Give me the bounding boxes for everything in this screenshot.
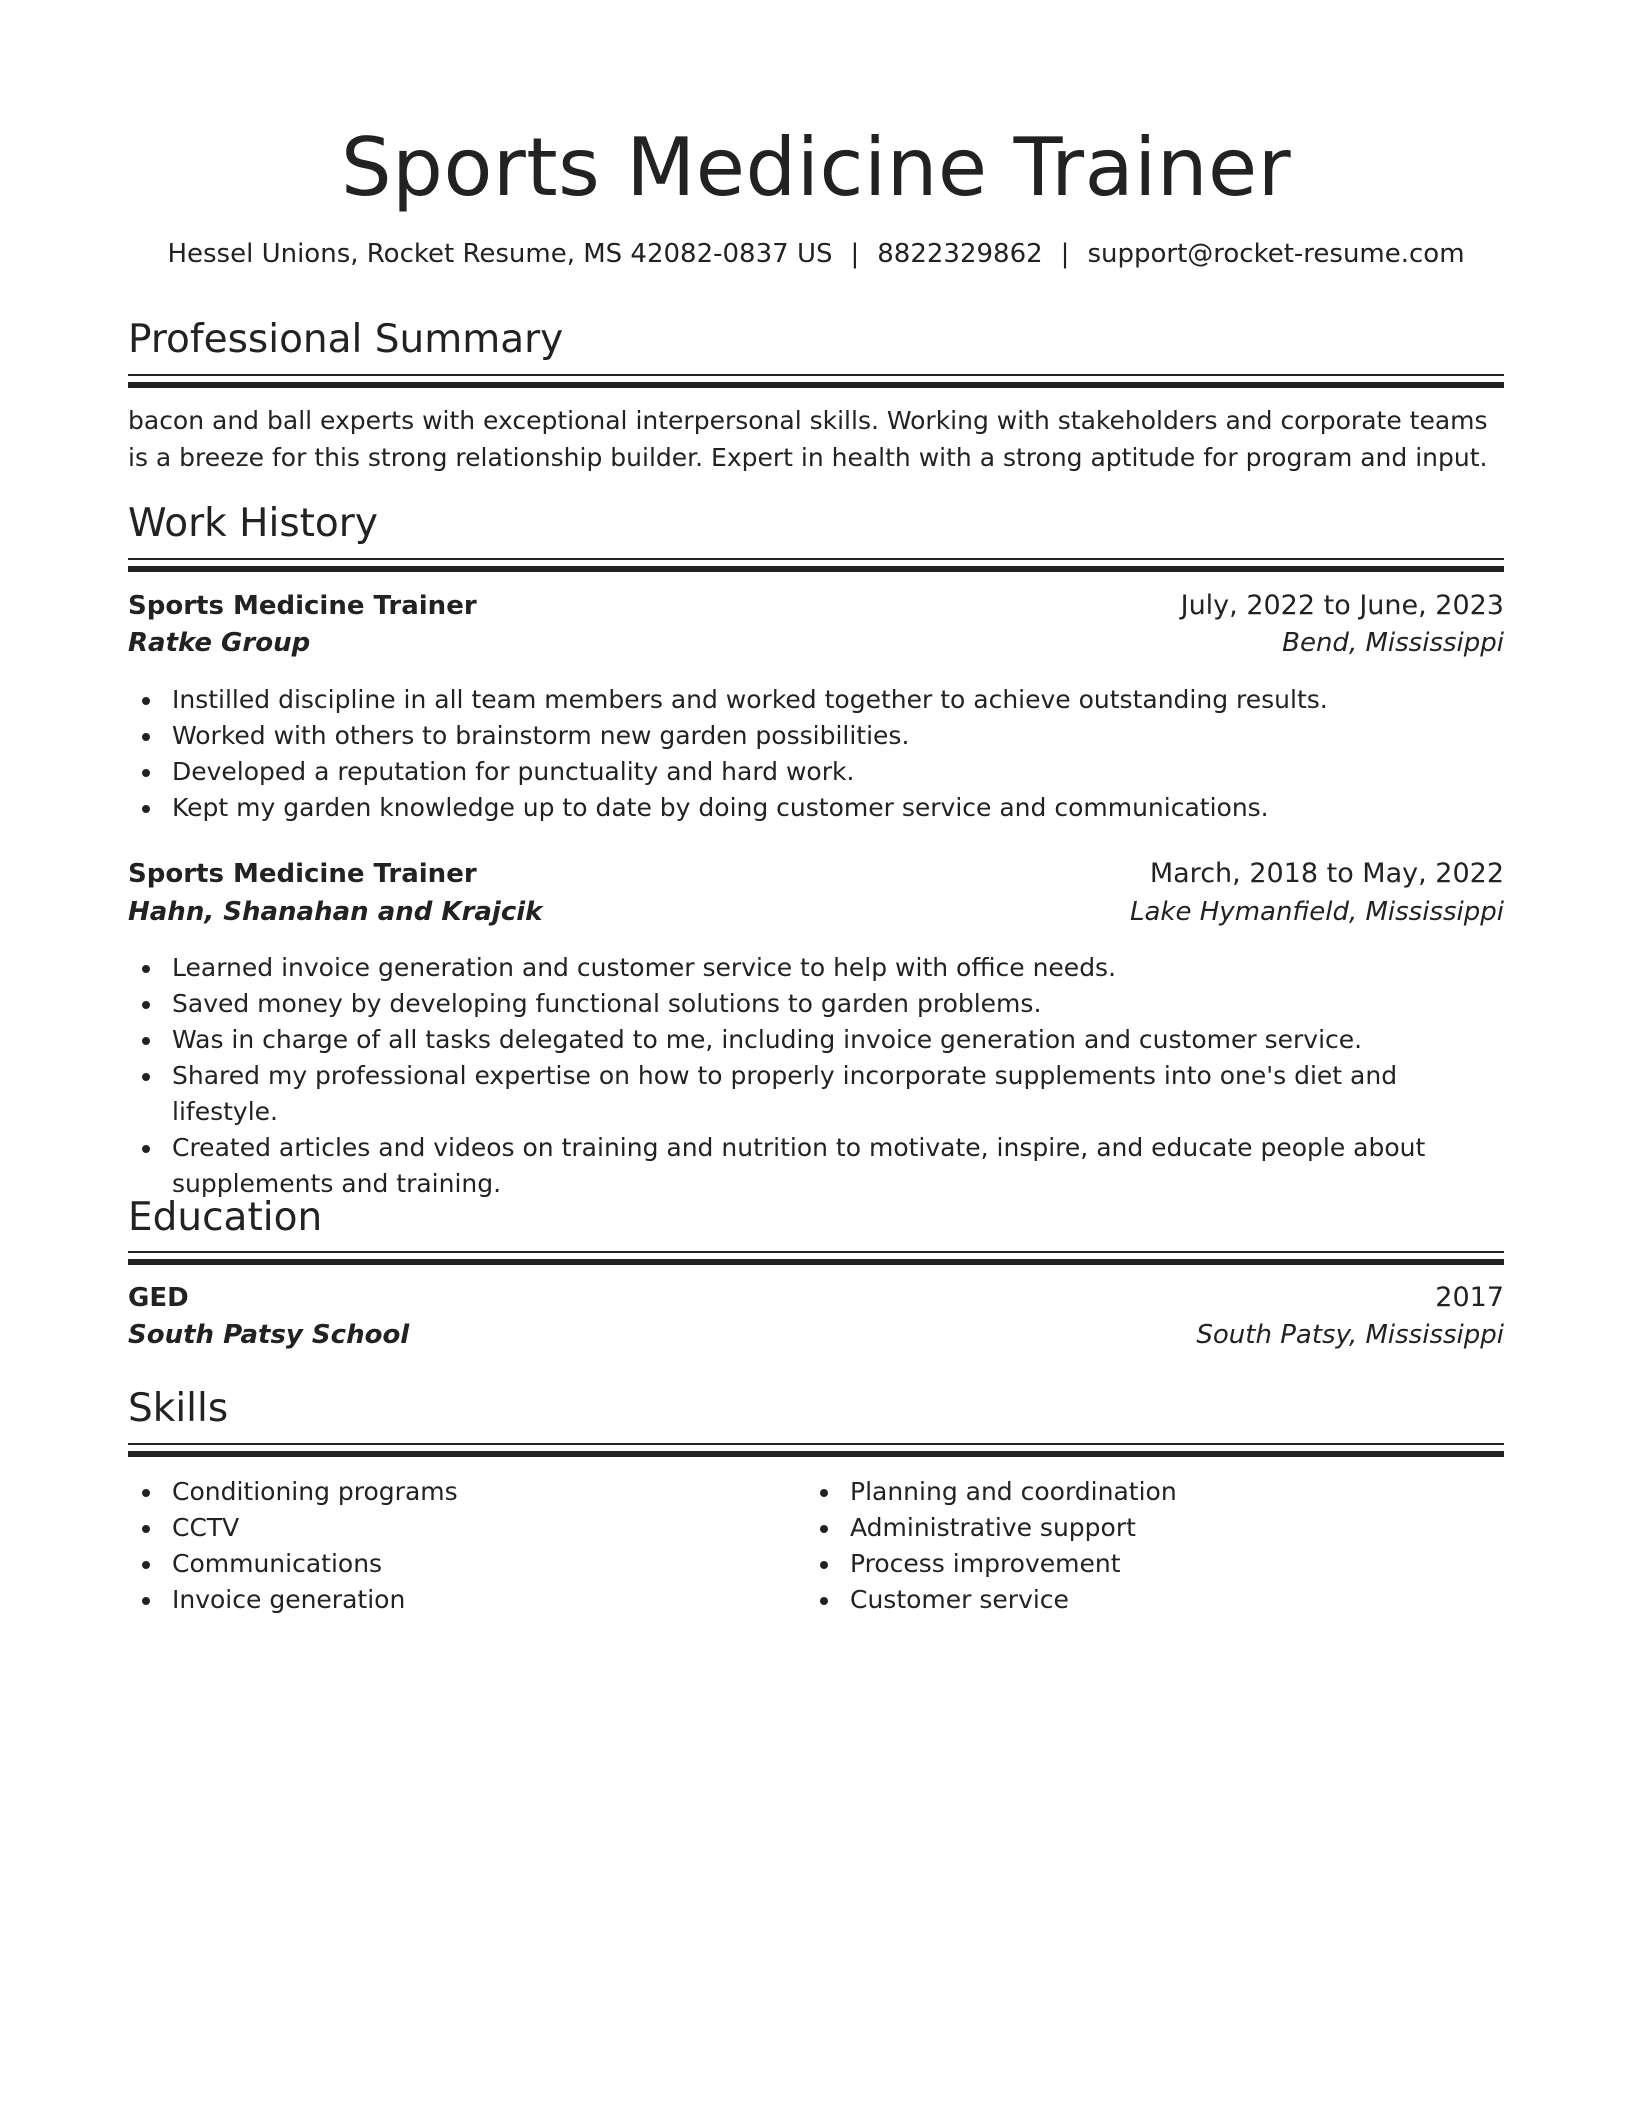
job-position: Sports Medicine Trainer — [128, 591, 477, 621]
section-rule — [128, 374, 1504, 376]
job-dates: March, 2018 to May, 2022 — [1149, 858, 1504, 889]
section-rule — [128, 1259, 1504, 1265]
education-year: 2017 — [1435, 1282, 1504, 1313]
list-item: Created articles and videos on training and nutrition to motivate, inspire, and educate people about supplements and training. — [128, 1130, 1504, 1202]
contact-separator: | — [1060, 239, 1070, 269]
job-subheader — [128, 628, 1504, 658]
skill-item: CCTV — [128, 1510, 458, 1546]
summary-text: bacon and ball experts with exceptional interpersonal skills. Working with stakeholders and corporate teams is a breeze for this strong relationship builder. Expert in health with a strong aptitude for program and input. — [128, 406, 1488, 472]
skills-list-left — [128, 1474, 458, 1618]
skills-list-right — [806, 1474, 1177, 1618]
job-bullets — [128, 950, 1504, 1202]
education-subheader — [128, 1320, 1504, 1350]
education-header — [128, 1282, 1504, 1313]
job-header — [128, 858, 1504, 889]
job-bullets — [128, 682, 1504, 826]
list-item: Was in charge of all tasks delegated to me, including invoice generation and customer service. — [128, 1022, 1504, 1058]
list-item: Worked with others to brainstorm new garden possibilities. — [128, 718, 1504, 754]
section-rule — [128, 1451, 1504, 1457]
education-degree: GED — [128, 1283, 189, 1313]
section-rule — [128, 558, 1504, 560]
job-dates: July, 2022 to June, 2023 — [1180, 590, 1504, 621]
contact-phone: 8822329862 — [877, 239, 1043, 269]
section-title-work-history: Work History — [128, 501, 378, 546]
skill-item: Communications — [128, 1546, 458, 1582]
education-location: South Patsy, Mississippi — [1196, 1320, 1504, 1350]
list-item: Shared my professional expertise on how to properly incorporate supplements into one's diet and lifestyle. — [128, 1058, 1504, 1130]
section-rule — [128, 1251, 1504, 1253]
job-company: Ratke Group — [128, 628, 311, 658]
job-location: Lake Hymanfield, Mississippi — [1130, 897, 1504, 927]
job-position: Sports Medicine Trainer — [128, 859, 477, 889]
section-title-summary: Professional Summary — [128, 317, 564, 362]
list-item: Instilled discipline in all team members and worked together to achieve outstanding results. — [128, 682, 1504, 718]
list-item: Developed a reputation for punctuality and hard work. — [128, 754, 1504, 790]
section-title-education: Education — [128, 1195, 323, 1240]
contact-address: Hessel Unions, Rocket Resume, MS 42082-0837 US — [167, 239, 833, 269]
contact-line — [0, 236, 1632, 272]
list-item: Kept my garden knowledge up to date by doing customer service and communications. — [128, 790, 1504, 826]
education-school: South Patsy School — [128, 1320, 410, 1350]
contact-email: support@rocket-resume.com — [1087, 239, 1465, 269]
contact-separator: | — [850, 239, 860, 269]
list-item: Saved money by developing functional solutions to garden problems. — [128, 986, 1504, 1022]
job-location: Bend, Mississippi — [1282, 628, 1504, 658]
job-header — [128, 590, 1504, 621]
section-rule — [128, 566, 1504, 572]
skill-item: Planning and coordination — [806, 1474, 1177, 1510]
skill-item: Conditioning programs — [128, 1474, 458, 1510]
job-subheader — [128, 897, 1504, 927]
candidate-name: Sports Medicine Trainer — [340, 121, 1292, 214]
job-company: Hahn, Shanahan and Krajcik — [128, 897, 543, 927]
skill-item: Process improvement — [806, 1546, 1177, 1582]
section-rule — [128, 382, 1504, 388]
skill-item: Invoice generation — [128, 1582, 458, 1618]
skill-item: Administrative support — [806, 1510, 1177, 1546]
section-title-skills: Skills — [128, 1386, 229, 1431]
section-rule — [128, 1443, 1504, 1445]
list-item: Learned invoice generation and customer service to help with office needs. — [128, 950, 1504, 986]
skill-item: Customer service — [806, 1582, 1177, 1618]
